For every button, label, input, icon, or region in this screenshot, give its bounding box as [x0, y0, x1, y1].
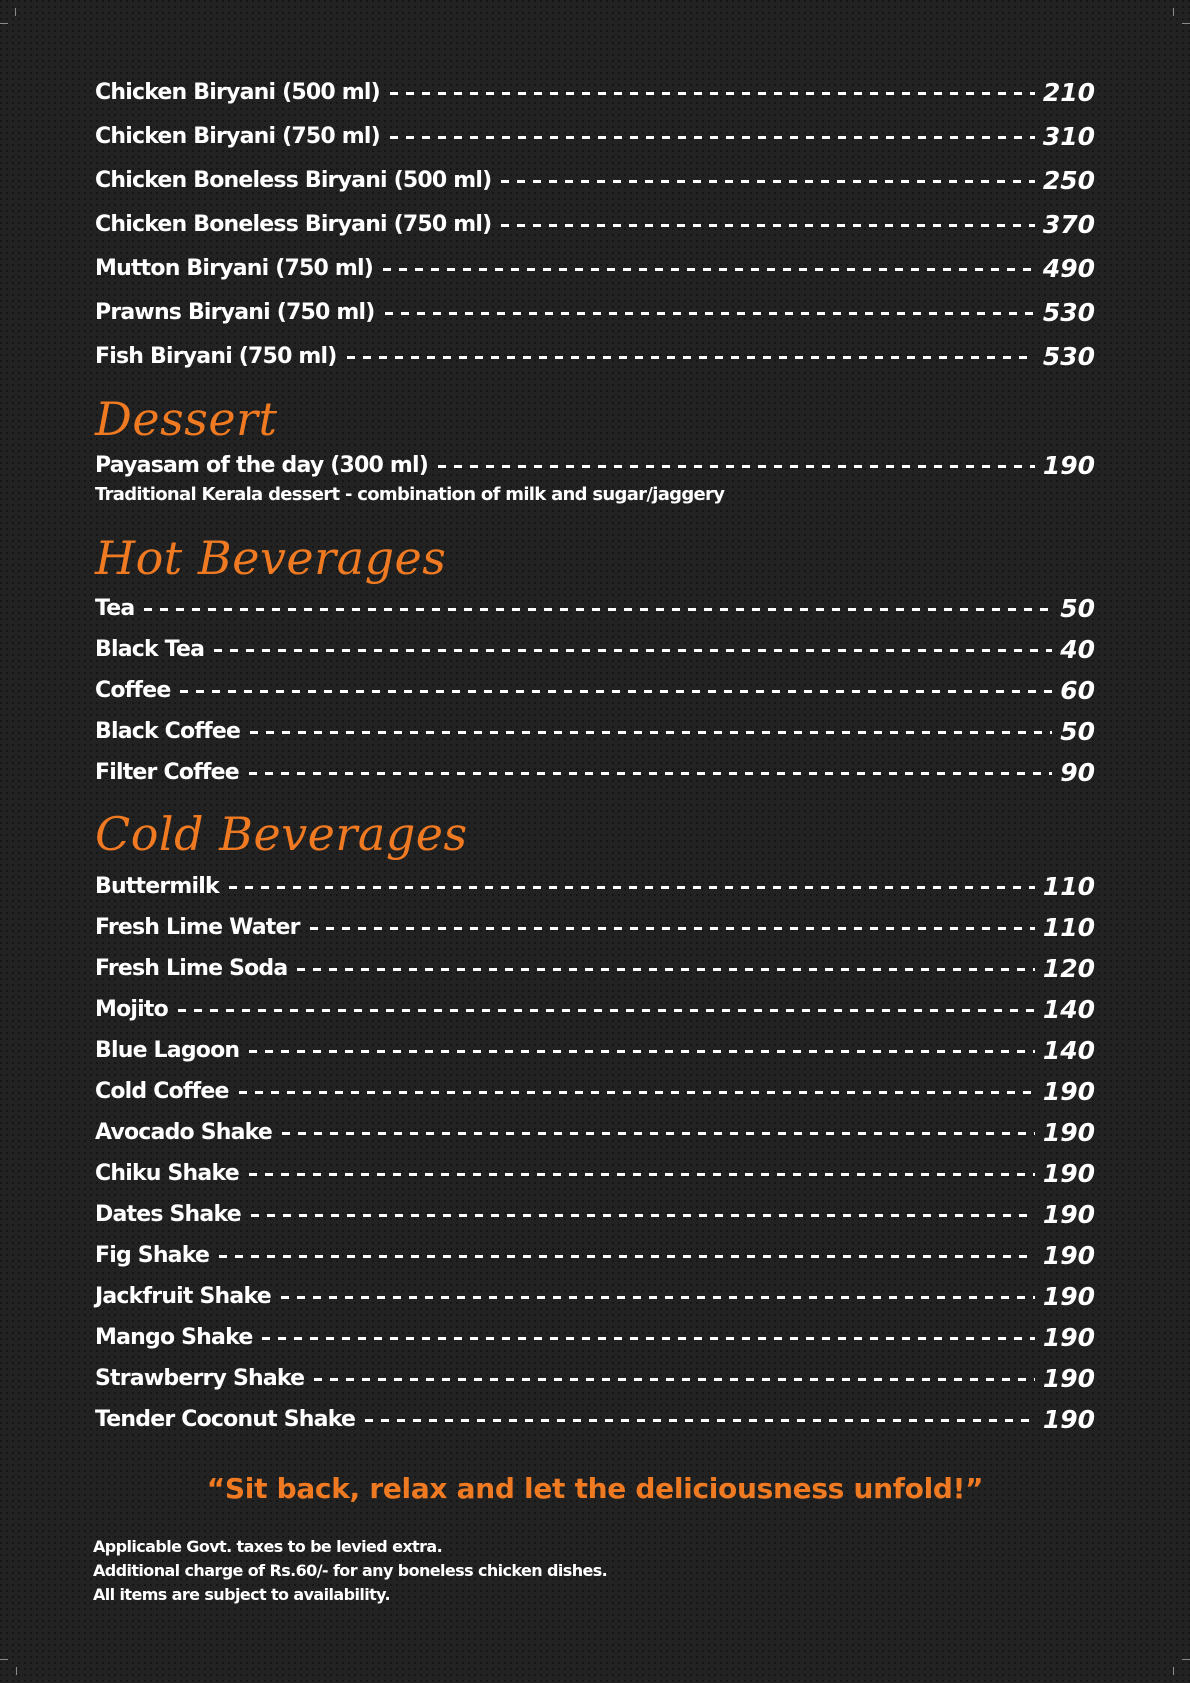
crop-mark-top-left-h	[0, 23, 8, 24]
dotted-leader	[390, 136, 1035, 139]
menu-item	[95, 448, 1095, 482]
menu-item	[95, 295, 1095, 329]
dotted-leader	[385, 312, 1035, 315]
item-price: 120	[1042, 953, 1095, 983]
item-price: 190	[1042, 1281, 1095, 1311]
menu-item	[95, 1115, 1095, 1149]
crop-mark-top-right-v	[1173, 8, 1174, 16]
item-price: 530	[1042, 297, 1095, 327]
dotted-leader	[229, 886, 1035, 889]
dotted-leader	[239, 1091, 1035, 1094]
dotted-leader	[249, 772, 1052, 775]
section-heading-cold-beverages: Cold Beverages	[95, 807, 468, 861]
dotted-leader	[180, 690, 1052, 693]
dotted-leader	[347, 356, 1035, 359]
item-name: Fish Biryani (750 ml)	[95, 343, 337, 369]
item-name: Jackfruit Shake	[95, 1283, 271, 1309]
item-price: 90	[1060, 757, 1095, 787]
dotted-leader	[390, 92, 1035, 95]
crop-mark-bottom-right-h	[1182, 1659, 1190, 1660]
note-availability: All items are subject to availability.	[93, 1585, 390, 1604]
item-price: 140	[1042, 1035, 1095, 1065]
dotted-leader	[249, 1173, 1035, 1176]
crop-mark-bottom-right-v	[1173, 1667, 1174, 1675]
item-price: 310	[1042, 121, 1095, 151]
menu-item	[95, 673, 1095, 707]
menu-item	[95, 1238, 1095, 1272]
crop-mark-bottom-left-v	[16, 1667, 17, 1675]
item-price: 190	[1042, 1117, 1095, 1147]
item-price: 50	[1060, 716, 1095, 746]
item-name: Chicken Biryani (750 ml)	[95, 123, 380, 149]
crop-mark-bottom-left-h	[0, 1659, 8, 1660]
dotted-leader	[144, 608, 1052, 611]
item-name: Fresh Lime Water	[95, 914, 300, 940]
item-name: Blue Lagoon	[95, 1037, 240, 1063]
item-price: 190	[1042, 450, 1095, 480]
dotted-leader	[281, 1296, 1035, 1299]
dotted-leader	[297, 968, 1034, 971]
dotted-leader	[501, 224, 1034, 227]
menu-item	[95, 951, 1095, 985]
menu-item	[95, 75, 1095, 109]
menu-item	[95, 992, 1095, 1026]
item-name: Coffee	[95, 677, 171, 703]
menu-item	[95, 1320, 1095, 1354]
menu-item	[95, 1279, 1095, 1313]
item-price: 140	[1042, 994, 1095, 1024]
dotted-leader	[262, 1337, 1034, 1340]
dotted-leader	[214, 649, 1052, 652]
menu-item	[95, 251, 1095, 285]
dotted-leader	[438, 465, 1035, 468]
menu-item	[95, 632, 1095, 666]
item-name: Tender Coconut Shake	[95, 1406, 356, 1432]
note-taxes: Applicable Govt. taxes to be levied extra.	[93, 1537, 443, 1556]
item-name: Black Tea	[95, 636, 205, 662]
menu-item	[95, 1361, 1095, 1395]
item-price: 190	[1042, 1199, 1095, 1229]
item-name: Strawberry Shake	[95, 1365, 305, 1391]
section-heading-dessert: Dessert	[95, 392, 278, 446]
footer-notes	[93, 1535, 607, 1607]
item-name: Mutton Biryani (750 ml)	[95, 255, 373, 281]
item-name: Buttermilk	[95, 873, 219, 899]
item-price: 190	[1042, 1240, 1095, 1270]
item-price: 110	[1042, 871, 1095, 901]
dotted-leader	[310, 927, 1035, 930]
menu-item	[95, 207, 1095, 241]
item-name: Fresh Lime Soda	[95, 955, 288, 981]
menu-item	[95, 591, 1095, 625]
dotted-leader	[282, 1132, 1035, 1135]
dotted-leader	[383, 268, 1035, 271]
item-price: 190	[1042, 1404, 1095, 1434]
item-name: Chicken Boneless Biryani (750 ml)	[95, 211, 492, 237]
item-name: Filter Coffee	[95, 759, 239, 785]
dotted-leader	[501, 180, 1034, 183]
item-price: 190	[1042, 1363, 1095, 1393]
dotted-leader	[251, 1214, 1035, 1217]
item-price: 190	[1042, 1322, 1095, 1352]
item-name: Avocado Shake	[95, 1119, 273, 1145]
menu-item	[95, 1074, 1095, 1108]
item-name: Fig Shake	[95, 1242, 210, 1268]
menu-item	[95, 1156, 1095, 1190]
item-price: 50	[1060, 593, 1095, 623]
item-name: Black Coffee	[95, 718, 241, 744]
menu-item	[95, 1402, 1095, 1436]
item-price: 530	[1042, 341, 1095, 371]
item-price: 490	[1042, 253, 1095, 283]
item-price: 110	[1042, 912, 1095, 942]
item-price: 370	[1042, 209, 1095, 239]
item-price: 250	[1042, 165, 1095, 195]
dotted-leader	[365, 1419, 1035, 1422]
dotted-leader	[219, 1255, 1035, 1258]
dotted-leader	[178, 1009, 1035, 1012]
item-price: 60	[1060, 675, 1095, 705]
menu-item	[95, 119, 1095, 153]
menu-item	[95, 1197, 1095, 1231]
crop-mark-top-left-v	[15, 8, 16, 16]
item-name: Cold Coffee	[95, 1078, 229, 1104]
item-name: Dates Shake	[95, 1201, 241, 1227]
section-heading-hot-beverages: Hot Beverages	[95, 531, 447, 585]
menu-item	[95, 910, 1095, 944]
item-description: Traditional Kerala dessert - combination of milk and sugar/jaggery	[95, 484, 725, 505]
item-name: Prawns Biryani (750 ml)	[95, 299, 375, 325]
note-boneless-charge: Additional charge of Rs.60/- for any boneless chicken dishes.	[93, 1561, 608, 1580]
item-name: Mojito	[95, 996, 168, 1022]
menu-item	[95, 714, 1095, 748]
item-price: 40	[1060, 634, 1095, 664]
menu-item	[95, 869, 1095, 903]
item-price: 190	[1042, 1076, 1095, 1106]
menu-item	[95, 755, 1095, 789]
crop-mark-top-right-h	[1182, 23, 1190, 24]
menu-item	[95, 163, 1095, 197]
item-name: Payasam of the day (300 ml)	[95, 452, 428, 478]
item-name: Chicken Boneless Biryani (500 ml)	[95, 167, 492, 193]
dotted-leader	[314, 1378, 1035, 1381]
item-price: 210	[1042, 77, 1095, 107]
item-name: Chicken Biryani (500 ml)	[95, 79, 380, 105]
menu-item	[95, 1033, 1095, 1067]
menu-item	[95, 339, 1095, 373]
item-name: Mango Shake	[95, 1324, 253, 1350]
dotted-leader	[249, 1050, 1035, 1053]
item-price: 190	[1042, 1158, 1095, 1188]
item-name: Tea	[95, 595, 135, 621]
tagline: “Sit back, relax and let the deliciousness unfold!”	[206, 1472, 984, 1505]
dotted-leader	[250, 731, 1052, 734]
item-name: Chiku Shake	[95, 1160, 239, 1186]
